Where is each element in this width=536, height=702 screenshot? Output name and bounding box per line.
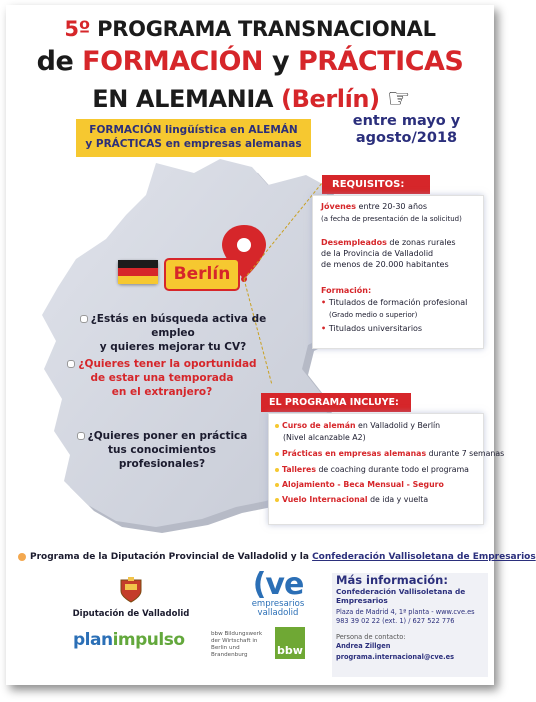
- bbw-line-2: der Wirtschaft in: [211, 638, 258, 644]
- programa-item-1: [275, 421, 440, 431]
- berlin-label: Berlín: [164, 258, 240, 291]
- programa-item-5: [275, 495, 428, 505]
- programa-box: [268, 413, 505, 525]
- req-desemp-line-2: de la Provincia de Valladolid: [321, 249, 434, 258]
- dates-line-2: agosto/2018: [355, 130, 458, 146]
- info-box: [332, 573, 488, 677]
- question-3: [72, 429, 252, 471]
- info-email[interactable]: programa.internacional@cve.es: [336, 653, 454, 661]
- german-flag-icon: [118, 260, 158, 284]
- programa-item-5-label: Vuelo Internacional: [282, 495, 368, 504]
- programa-item-1-label: Curso de alemán: [282, 421, 356, 430]
- programa-item-3-text: de coaching durante todo el programa: [315, 465, 469, 474]
- title-y: y: [263, 46, 298, 77]
- question-3-line-1: [72, 429, 252, 443]
- diputacion-logo: [66, 577, 196, 619]
- coat-of-arms-icon: [119, 577, 143, 603]
- programa-item-2-label: Prácticas en empresas alemanas: [282, 449, 427, 458]
- programa-item-2: [275, 449, 504, 459]
- question-3-line-2: tus conocimientos: [108, 444, 216, 456]
- programa-item-4: [275, 480, 444, 490]
- planimpulso-logo: [73, 630, 185, 650]
- title-formacion: FORMACIÓN: [82, 46, 264, 77]
- req-desemp-text: de zonas rurales: [386, 238, 456, 247]
- question-bullet-icon: [67, 360, 75, 368]
- req-jovenes-text: entre 20-30 años: [356, 202, 428, 211]
- info-heading: Más información:: [336, 573, 448, 587]
- bullet-icon: [275, 452, 279, 456]
- credit-dot-icon: [18, 553, 26, 561]
- question-1-text-1: ¿Estás en búsqueda activa de empleo: [90, 313, 267, 339]
- bbw-logo: [275, 627, 305, 659]
- question-2-line-2: de estar una temporada: [90, 372, 234, 384]
- req-formacion-1: • Titulados de formación profesional: [321, 298, 468, 307]
- question-2-text-1: ¿Quieres tener la oportunidad: [78, 358, 257, 370]
- programa-item-2-text: durante 7 semanas: [426, 449, 505, 458]
- question-2-line-1: [62, 357, 262, 371]
- title-berlin: (Berlín): [281, 85, 380, 113]
- info-address: Plaza de Madrid 4, 1ª planta - www.cve.es: [336, 608, 475, 616]
- question-bullet-icon: [77, 432, 85, 440]
- info-org-2: Empresarios: [336, 596, 388, 605]
- bullet-icon: [275, 424, 279, 428]
- cve-logo-mark: (ve: [252, 567, 304, 602]
- info-phone: 983 39 02 22 (ext. 1) / 627 522 776: [336, 617, 455, 625]
- subtitle-line-2: y PRÁCTICAS en empresas alemanas: [85, 138, 302, 150]
- title-de: de: [36, 46, 83, 77]
- question-2-line-3: en el extranjero?: [111, 386, 213, 398]
- programa-item-1-note: (Nivel alcanzable A2): [283, 433, 366, 442]
- poster: [6, 5, 536, 685]
- cve-link[interactable]: Confederación Vallisoletana de Empresarios: [312, 552, 536, 562]
- question-1: [58, 312, 288, 354]
- req-formacion-2: • Titulados universitarios: [321, 324, 423, 333]
- bbw-line-3: Berlin und Brandenburg: [211, 645, 248, 658]
- subtitle-box: [76, 119, 311, 157]
- bullet-icon: [275, 498, 279, 502]
- info-contact-name: Andrea Zillgen: [336, 642, 391, 650]
- dates: [339, 113, 474, 147]
- bullet-icon: [275, 468, 279, 472]
- programa-item-3-label: Talleres: [282, 465, 316, 474]
- bbw-logo-text: bbw: [277, 644, 303, 657]
- info-contact-label: Persona de contacto:: [336, 633, 406, 641]
- req-jovenes: [321, 202, 427, 213]
- req-formacion-2-text: Titulados universitarios: [328, 324, 423, 333]
- title-alemania: EN ALEMANIA: [92, 85, 281, 113]
- title-line-1: [6, 17, 494, 41]
- programa-heading: EL PROGRAMA INCLUYE:: [261, 393, 411, 412]
- title-line-2: [6, 46, 494, 77]
- info-org-1: Confederación Vallisoletana de: [336, 587, 466, 596]
- question-2: [62, 357, 262, 399]
- impulso-text: impulso: [112, 630, 185, 650]
- pointing-hand-icon: ☞: [387, 84, 411, 114]
- programa-item-5-text: de ida y vuelta: [367, 495, 429, 504]
- dates-line-1: entre mayo y: [352, 113, 461, 129]
- diputacion-name: Diputación de Valladolid: [72, 609, 190, 619]
- question-1-line-2: y quieres mejorar tu CV?: [99, 341, 247, 353]
- req-desemp-line-3: de menos de 20.000 habitantes: [321, 260, 449, 269]
- req-desempleados: [321, 238, 456, 249]
- plan-text: plan: [73, 630, 113, 650]
- title-edition: 5º: [64, 17, 91, 41]
- req-desemp-label: Desempleados: [321, 238, 387, 247]
- req-jovenes-label: Jóvenes: [321, 202, 356, 211]
- title-program: PROGRAMA TRANSNACIONAL: [90, 17, 436, 41]
- programa-item-3: [275, 465, 469, 475]
- cve-logo: [228, 567, 328, 618]
- subtitle-line-1: FORMACIÓN lingüística en ALEMÁN: [89, 124, 298, 136]
- req-formacion-1-text: Titulados de formación profesional: [328, 298, 468, 307]
- req-jovenes-note: (a fecha de presentación de la solicitud): [321, 215, 462, 223]
- question-3-line-3: profesionales?: [118, 458, 206, 470]
- question-3-text-1: ¿Quieres poner en práctica: [87, 430, 248, 442]
- requisitos-heading: REQUISITOS:: [322, 175, 430, 194]
- req-formacion-1-note: (Grado medio o superior): [329, 311, 418, 319]
- cve-sub-2: valladolid: [257, 608, 299, 618]
- question-1-line-1: [58, 312, 288, 340]
- bullet-icon: [275, 483, 279, 487]
- req-formacion-label: Formación:: [321, 286, 372, 295]
- bbw-line-1: bbw Bildungswerk: [211, 631, 263, 637]
- requisitos-box: [312, 195, 484, 349]
- programa-item-1-text: en Valladolid y Berlín: [355, 421, 441, 430]
- bbw-text: [211, 631, 273, 659]
- programa-item-4-label: Alojamiento - Beca Mensual - Seguro: [282, 480, 444, 489]
- cve-sub-1: empresarios: [251, 599, 305, 609]
- program-credit: [18, 552, 536, 562]
- title-practicas: PRÁCTICAS: [297, 46, 464, 77]
- question-bullet-icon: [80, 315, 88, 323]
- program-credit-text: Programa de la Diputación Provincial de Valladolid y la: [30, 552, 313, 562]
